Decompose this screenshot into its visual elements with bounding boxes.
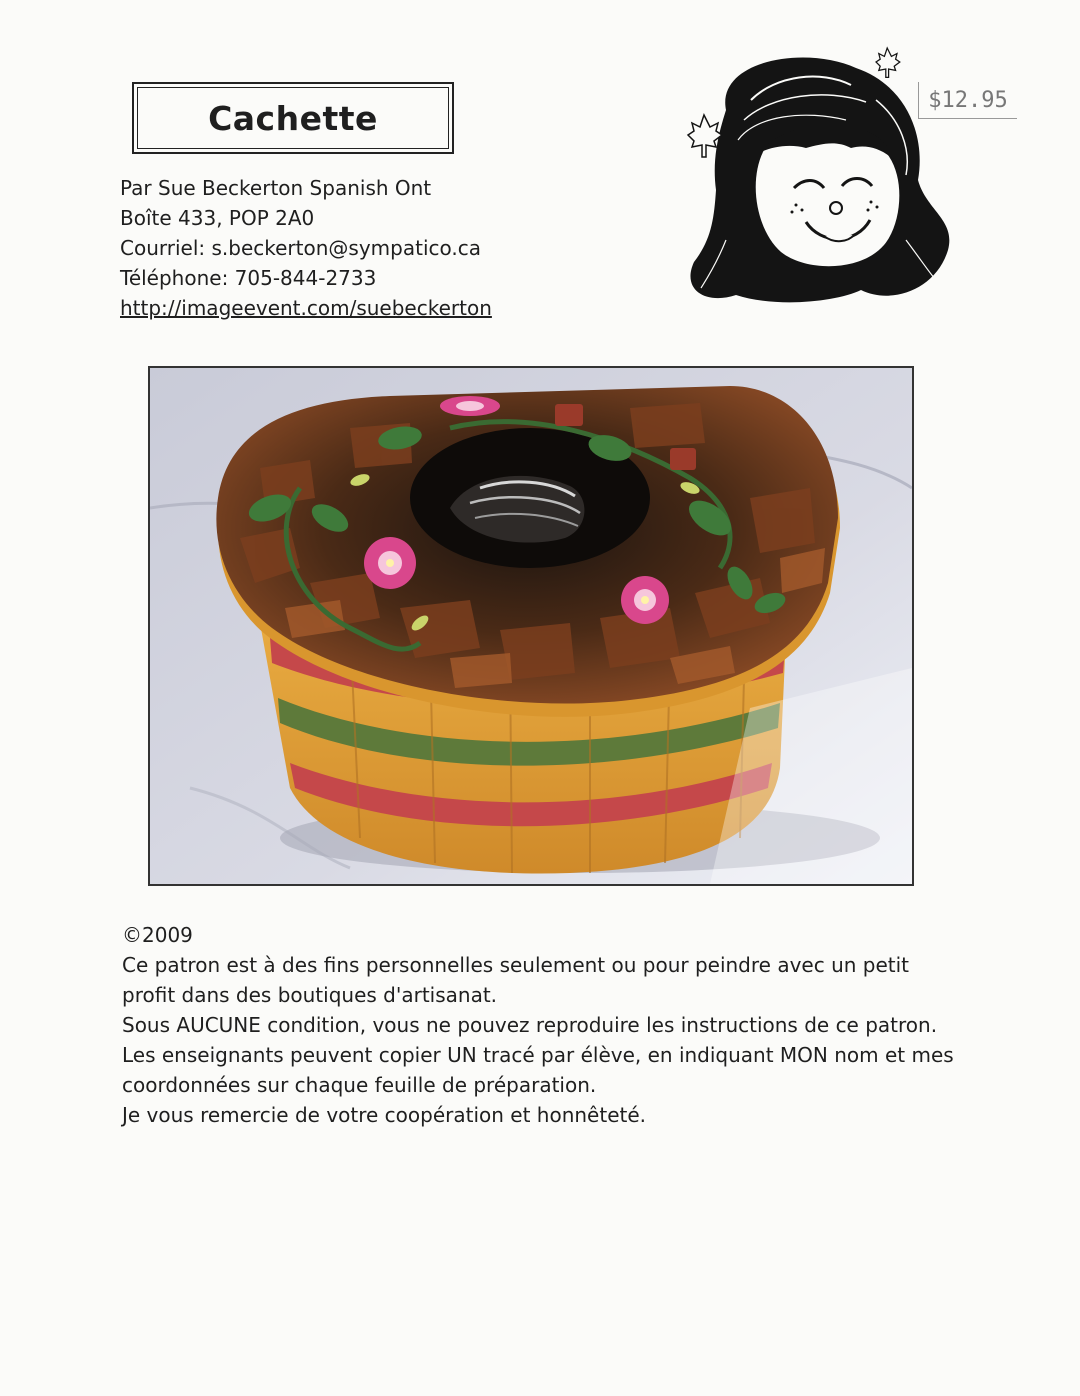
notice-line: Sous AUCUNE condition, vous ne pouvez reproduire les instructions de ce patron. [122,1013,938,1037]
notice-block [122,920,982,1130]
flower [621,576,669,624]
website-link[interactable]: http://imageevent.com/suebeckerton [120,296,492,320]
flower [440,396,500,416]
notice-line: Je vous remercie de votre coopération et honnêteté. [122,1103,647,1127]
contact-block [120,173,492,323]
page-title: Cachette [137,87,449,149]
notice-line: profit dans des boutiques d'artisanat. [122,983,498,1007]
author-line: Par Sue Beckerton Spanish Ont [120,176,432,200]
price-tag: $12.95 [918,82,1017,119]
copyright-line: ©2009 [122,923,193,947]
notice-line: coordonnées sur chaque feuille de préparation. [122,1073,597,1097]
notice-line: Ce patron est à des fins personnelles seulement ou pour peindre avec un petit [122,953,910,977]
title-box [132,82,454,154]
product-photo [148,366,914,886]
phone-line: Téléphone: 705-844-2733 [120,266,377,290]
notice-line: Les enseignants peuvent copier UN tracé par élève, en indiquant MON nom et mes [122,1043,954,1067]
email-line: Courriel: s.beckerton@sympatico.ca [120,236,481,260]
maple-leaf-icon [876,48,900,77]
flower [364,537,416,589]
address-line: Boîte 433, POP 2A0 [120,206,315,230]
